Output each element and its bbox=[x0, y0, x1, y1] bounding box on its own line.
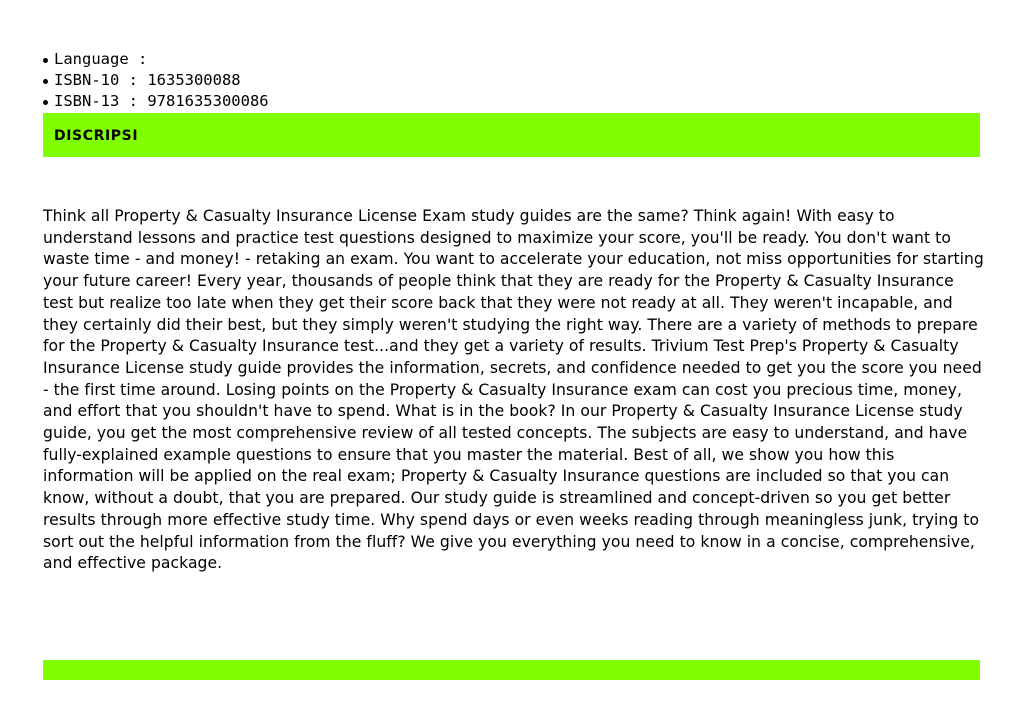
list-item bbox=[43, 70, 269, 91]
book-description: Think all Property & Casualty Insurance License Exam study guides are the same? Think again! With easy to understand lessons and practice test questions designed to maximize your score, you'll be ready. You don't want to waste time - and money! - retaking an exam. You want to accelerate your education, not miss opportunities for starting your future career! Every year, thousands of people think that they are ready for the Property & Casualty Insurance test but realize too late when they get their score back that they were not ready at all. They weren't incapable, and they certainly did their best, but they simply weren't studying the right way. There are a variety of methods to prepare for the Property & Casualty Insurance test...and they get a variety of results. Trivium Test Prep's Property & Casualty Insurance License study guide provides the information, secrets, and confidence needed to get you the score you need - the first time around. Losing points on the Property & Casualty Insurance exam can cost you precious time, money, and effort that you shouldn't have to spend. What is in the book? In our Property & Casualty Insurance License study guide, you get the most comprehensive review of all tested concepts. The subjects are easy to understand, and have fully-explained example questions to ensure that you master the material. Best of all, we show you how this information will be applied on the real exam; Property & Casualty Insurance questions are included so that you can know, without a doubt, that you are prepared. Our study guide is streamlined and concept-driven so you get better results through more effective study time. Why spend days or even weeks reading through meaningless junk, trying to sort out the helpful information from the fluff? We give you everything you need to know in a concise, comprehensive, and effective package. bbox=[43, 207, 984, 573]
list-item bbox=[43, 49, 269, 70]
bullet-icon bbox=[43, 100, 48, 105]
isbn-10-label: ISBN-10 : 1635300088 bbox=[54, 71, 241, 89]
list-item bbox=[43, 91, 269, 112]
bullet-icon bbox=[43, 58, 48, 63]
section-header-bar bbox=[43, 113, 980, 157]
language-label: Language : bbox=[54, 50, 148, 68]
bullet-icon bbox=[43, 79, 48, 84]
isbn-13-label: ISBN-13 : 9781635300086 bbox=[54, 92, 269, 110]
section-title: DISCRIPSI bbox=[54, 128, 139, 144]
footer-bar bbox=[43, 660, 980, 680]
book-details-list bbox=[43, 49, 269, 112]
